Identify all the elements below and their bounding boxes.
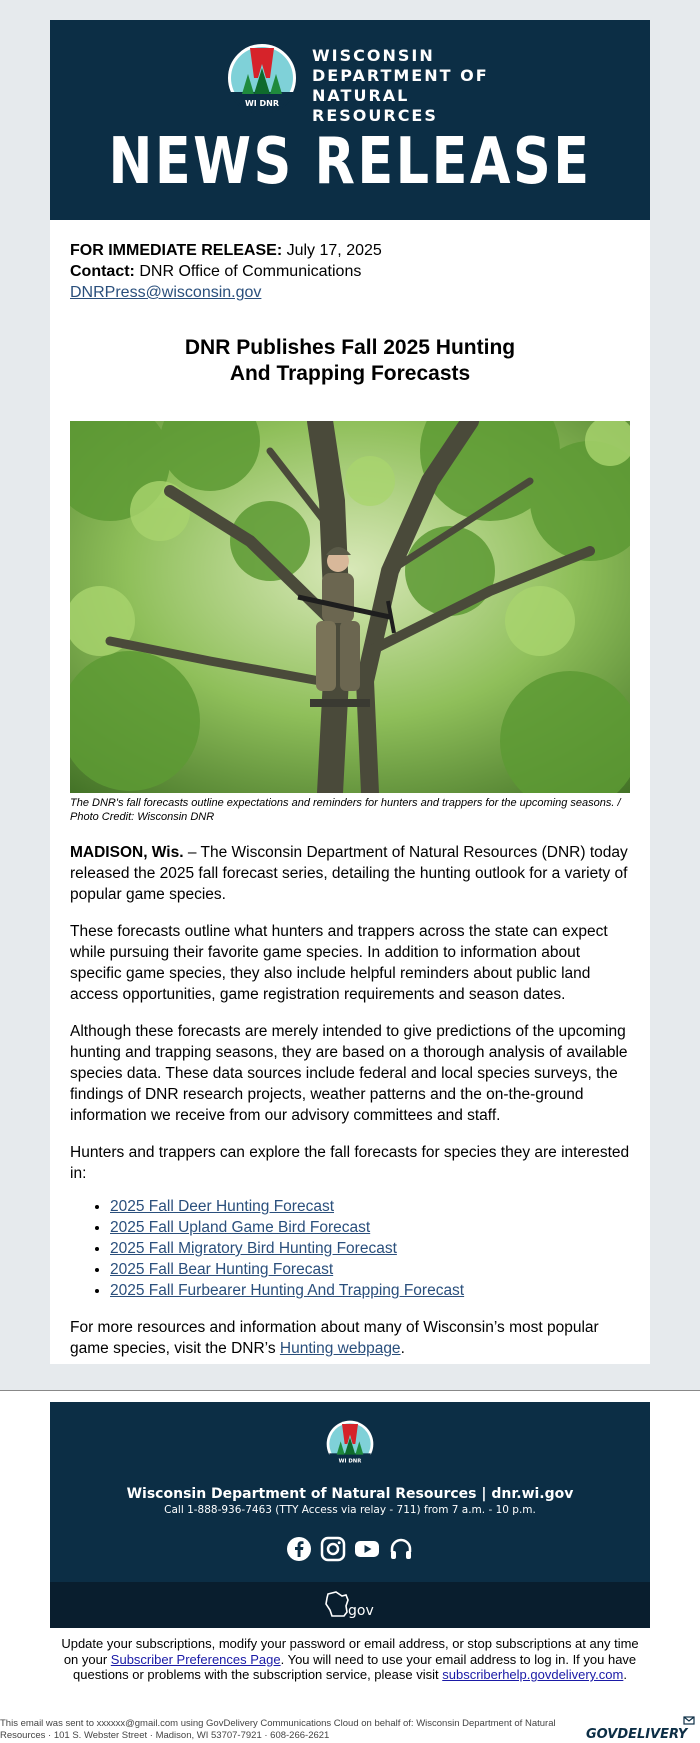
wisconsin-gov-logo-icon[interactable] bbox=[322, 1590, 382, 1620]
list-item bbox=[110, 1238, 630, 1259]
list-item bbox=[110, 1259, 630, 1280]
release-label: FOR IMMEDIATE RELEASE: bbox=[70, 242, 283, 259]
gov-label: gov bbox=[348, 1603, 374, 1619]
bear-forecast-link[interactable]: 2025 Fall Bear Hunting Forecast bbox=[110, 1261, 334, 1278]
paragraph-1 bbox=[70, 842, 630, 905]
paragraph-2: These forecasts outline what hunters and trappers across the state can expect while pursuing their favorite game species. In addition to information about specific game species, they also include helpful reminders about public land access opportunities, game registration requirements and season dates. bbox=[70, 923, 608, 1003]
social-links bbox=[50, 1536, 650, 1562]
agency-name bbox=[312, 46, 530, 126]
wisconsin-gov-bar bbox=[50, 1582, 650, 1628]
list-item bbox=[110, 1280, 630, 1301]
hunting-webpage-link[interactable]: Hunting webpage bbox=[279, 1340, 401, 1357]
agency-line-2: DEPARTMENT OF bbox=[312, 66, 489, 85]
fine-print: This email was sent to xxxxxx@gmail.com using GovDelivery Communications Cloud on behalf of: Wisconsin Department of Natural Resources · 101 S. Webster Street · Madison, WI 53707-7921 · 608-266-2621 bbox=[0, 1718, 556, 1741]
footer-dnr-logo-icon[interactable] bbox=[326, 1420, 374, 1468]
furbearer-forecast-link[interactable]: 2025 Fall Furbearer Hunting And Trapping Forecast bbox=[110, 1282, 465, 1299]
headline-line-2: And Trapping Forecasts bbox=[229, 362, 471, 385]
migratory-bird-forecast-link[interactable]: 2025 Fall Migratory Bird Hunting Forecast bbox=[110, 1240, 397, 1257]
upland-bird-forecast-link[interactable]: 2025 Fall Upland Game Bird Forecast bbox=[110, 1219, 371, 1236]
footer-phone: Call 1-888-936-7463 (TTY Access via relay - 711) from 7 a.m. - 10 p.m. bbox=[164, 1504, 536, 1516]
agency-line-1: WISCONSIN bbox=[312, 46, 435, 65]
dnr-seal-icon bbox=[226, 42, 298, 114]
release-line bbox=[70, 240, 630, 261]
dnr-logo[interactable] bbox=[226, 40, 530, 125]
headline bbox=[70, 335, 630, 387]
contact-line bbox=[70, 261, 630, 282]
youtube-icon[interactable] bbox=[354, 1536, 380, 1562]
contact-label: Contact: bbox=[70, 263, 135, 280]
footer-logo-badge-text: WI DNR bbox=[338, 1458, 362, 1465]
hunter-in-tree-stand-photo bbox=[70, 421, 630, 793]
news-release-header bbox=[50, 20, 650, 220]
podcast-headphones-icon[interactable] bbox=[388, 1536, 414, 1562]
list-item bbox=[110, 1196, 630, 1217]
govdelivery-logo-text: GOVDELIVERY bbox=[586, 1727, 688, 1742]
release-date: July 17, 2025 bbox=[282, 242, 382, 259]
paragraph-3: Although these forecasts are merely intended to give predictions of the upcoming hunting and trapping seasons, they are based on a thorough analysis of available species data. These data sources include federal and local species surveys, the findings of DNR research projects, weather patterns and the on-the-ground information we receive from our advisory committees and staff. bbox=[70, 1023, 628, 1124]
subscription-notice bbox=[60, 1636, 640, 1683]
paragraph-4: Hunters and trappers can explore the fall forecasts for species they are interested in: bbox=[70, 1144, 630, 1182]
subscription-text-mid: . You will need to use your email address to log in. If you have questions or problems with the subscription service, please visit bbox=[73, 1651, 637, 1682]
subscriber-preferences-link[interactable]: Subscriber Preferences Page bbox=[110, 1651, 281, 1667]
photo-caption: The DNR's fall forecasts outline expectations and reminders for hunters and trappers for the upcoming seasons. / Photo Credit: Wisconsin DNR bbox=[70, 797, 621, 823]
headline-line-1: DNR Publishes Fall 2025 Hunting bbox=[184, 336, 516, 359]
facebook-icon[interactable] bbox=[286, 1536, 312, 1562]
article-body bbox=[50, 220, 650, 1364]
contact-value: DNR Office of Communications bbox=[134, 263, 362, 280]
paragraph-5 bbox=[70, 1317, 630, 1359]
govdelivery-logo[interactable] bbox=[586, 1716, 696, 1742]
subscription-text-post: . bbox=[623, 1667, 627, 1682]
subscription-text-pre: Update your subscriptions, modify your password or email address, or stop subscriptions at any time on your bbox=[61, 1636, 639, 1667]
list-item bbox=[110, 1217, 630, 1238]
news-release-title: NEWS RELEASE bbox=[108, 125, 592, 199]
release-meta bbox=[70, 240, 630, 303]
paragraph-5-text: For more resources and information about many of Wisconsin’s most popular game species, visit the DNR’s bbox=[70, 1319, 599, 1357]
instagram-icon[interactable] bbox=[320, 1536, 346, 1562]
paragraph-1-text: – The Wisconsin Department of Natural Resources (DNR) today released the 2025 fall forecast series, detailing the hunting outlook for a variety of popular game species. bbox=[70, 844, 628, 903]
paragraph-5-end: . bbox=[400, 1340, 405, 1357]
deer-forecast-link[interactable]: 2025 Fall Deer Hunting Forecast bbox=[110, 1198, 335, 1215]
press-email-link[interactable]: DNRPress@wisconsin.gov bbox=[70, 284, 262, 301]
footer-org-name: Wisconsin Department of Natural Resources | dnr.wi.gov bbox=[126, 1486, 574, 1502]
dateline: MADISON, Wis. bbox=[70, 844, 184, 861]
agency-line-3: NATURAL RESOURCES bbox=[312, 86, 438, 125]
dnr-footer bbox=[50, 1402, 650, 1582]
forecast-links-list bbox=[70, 1196, 630, 1301]
subscriber-help-link[interactable]: subscriberhelp.govdelivery.com bbox=[442, 1667, 624, 1682]
logo-badge-text: WI DNR bbox=[244, 99, 280, 108]
